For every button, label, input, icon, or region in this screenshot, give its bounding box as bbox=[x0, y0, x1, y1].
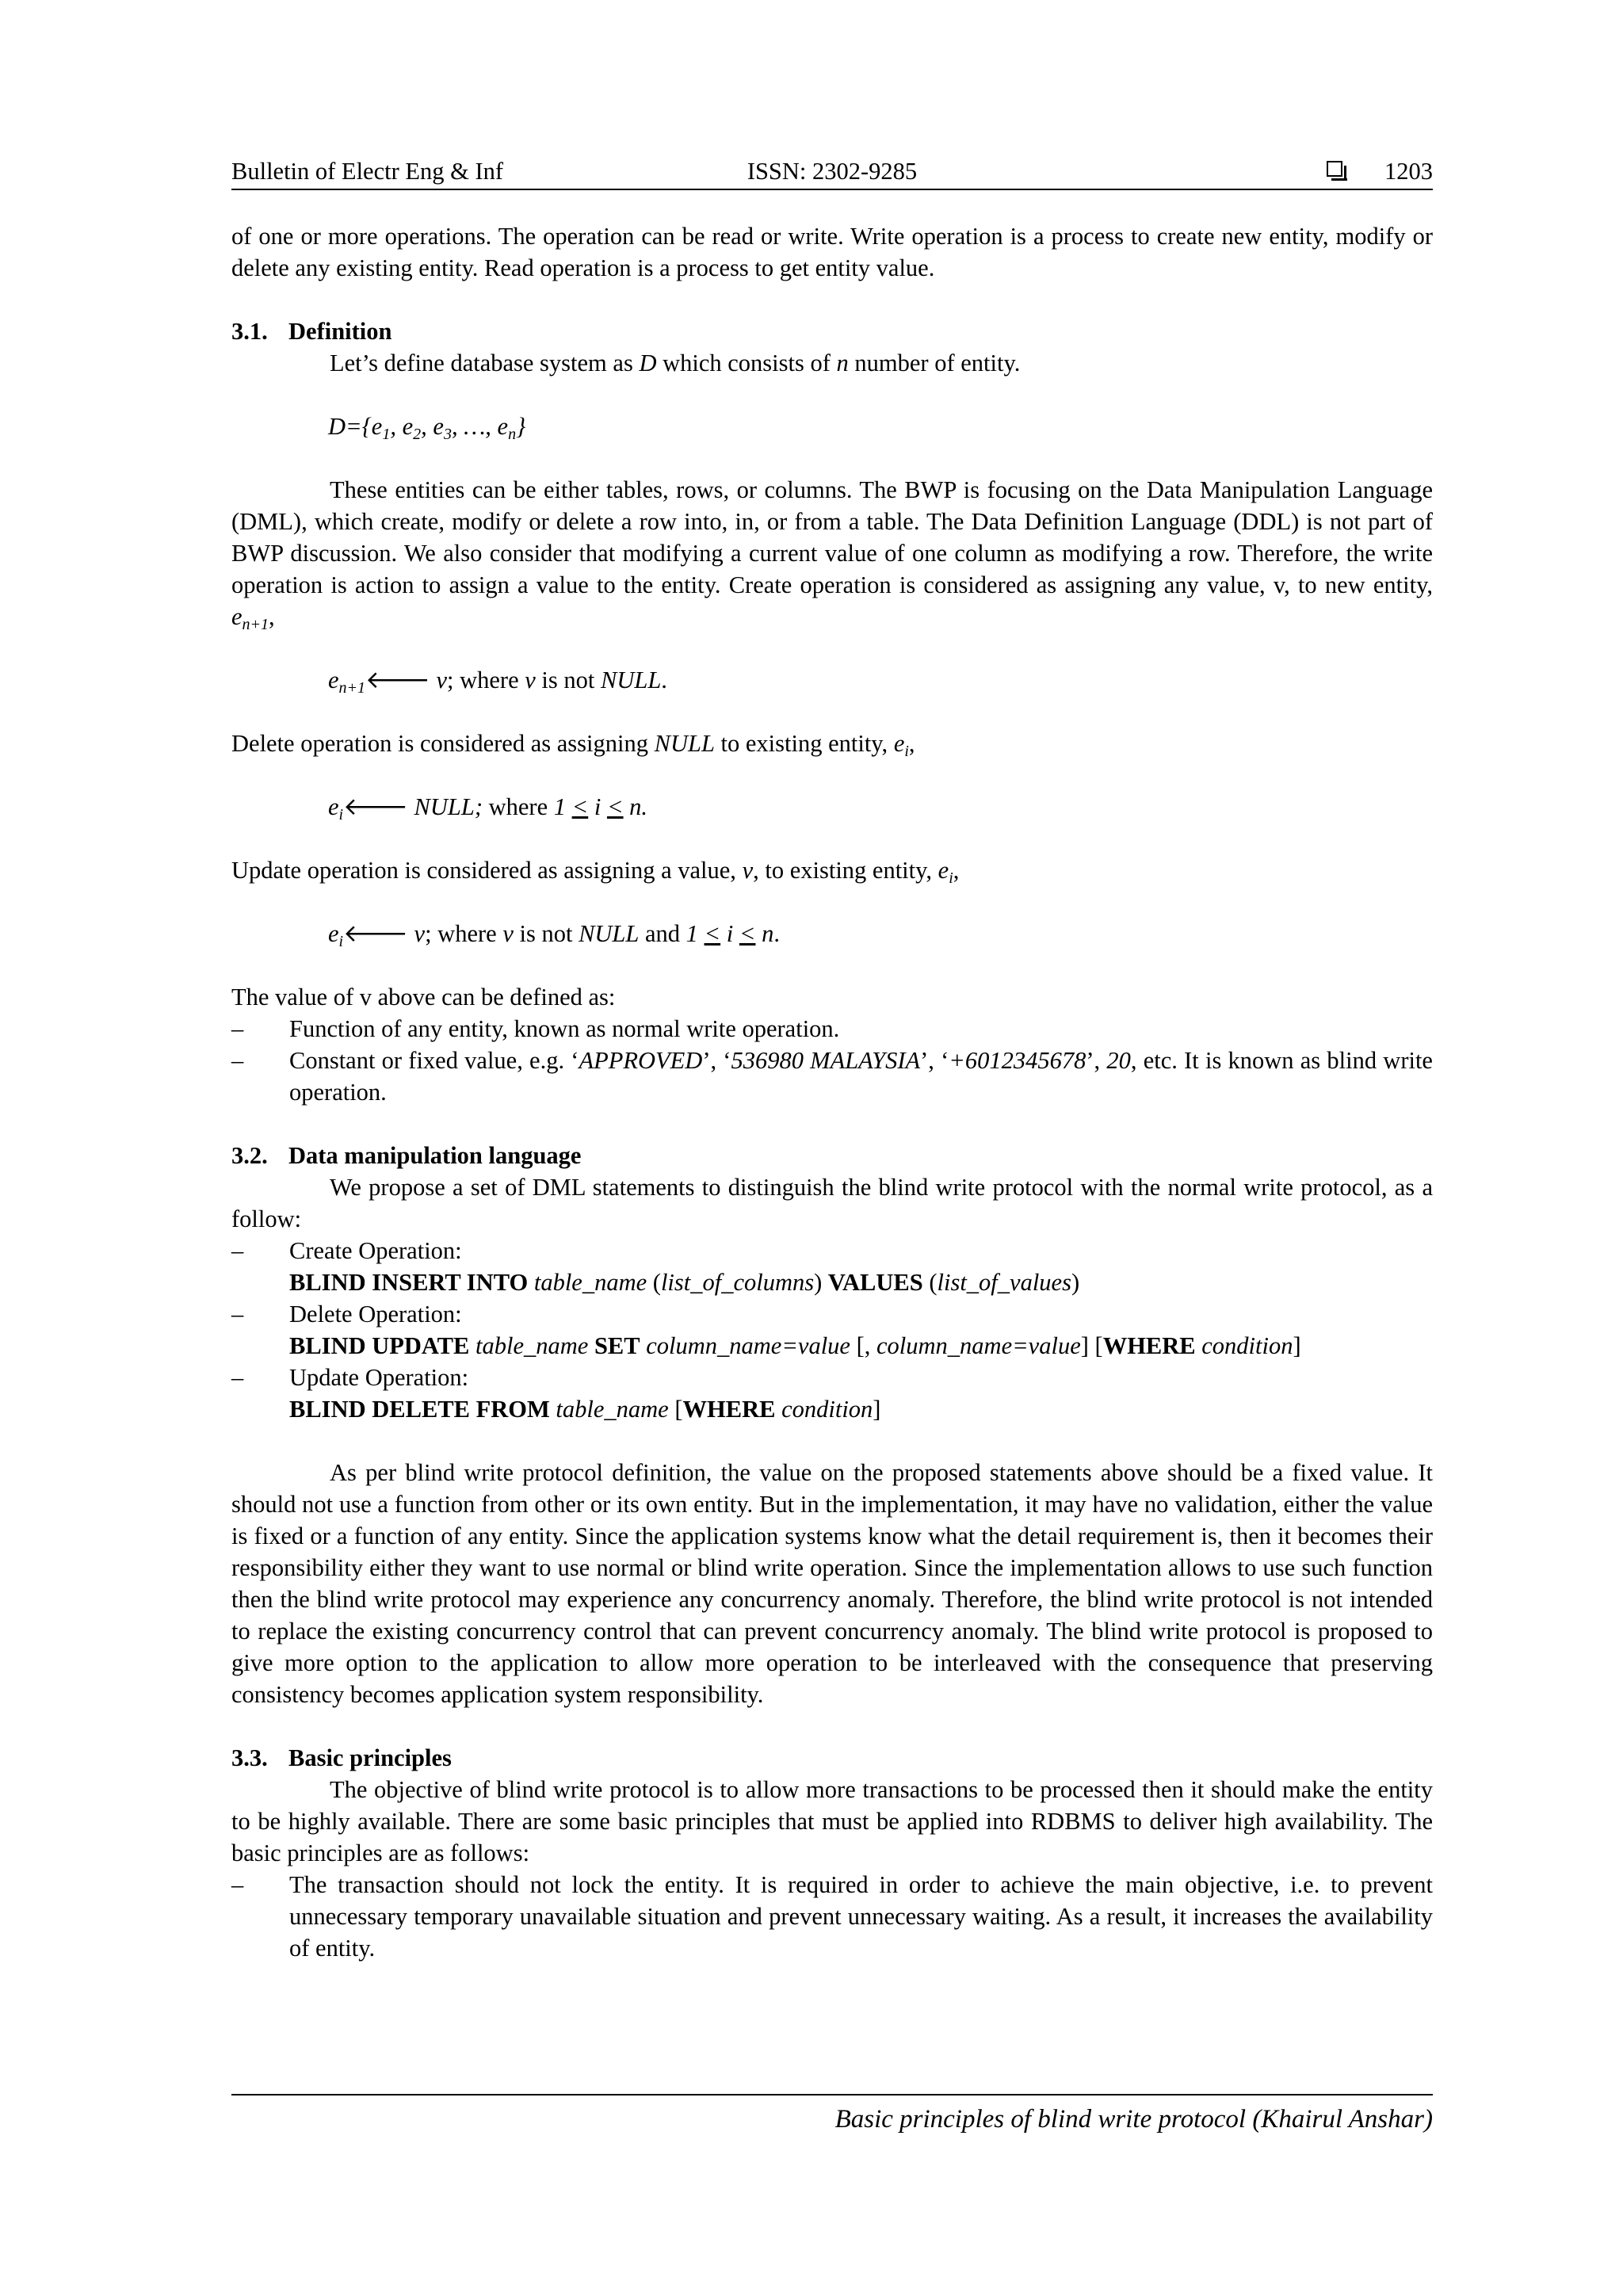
dml-discussion-paragraph: As per blind write protocol definition, the value on the proposed statements above should be a fixed value. It should not use a function from other or its own entity. But in the implementation, it may have no validation, either the value is fixed or a function of any entity. Since the application systems know what the detail requirement is, then it becomes their responsibility either they want to use normal or blind write operation. Since the implementation allows to use such function then the blind write protocol may experience any concurrency anomaly. Therefore, the blind write protocol is not intended to replace the existing concurrency control that can prevent concurrency anomaly. The blind write protocol is proposed to give more option to the application to allow more operation to be interleaved with the consequence that preserving consistency becomes application system responsibility. bbox=[231, 1459, 1433, 1708]
section-number: 3.2. bbox=[231, 1142, 268, 1169]
section-number: 3.3. bbox=[231, 1744, 268, 1771]
left-arrow-icon: 🡐 bbox=[343, 920, 408, 947]
footer-rule bbox=[231, 2094, 1433, 2095]
section-title: Definition bbox=[288, 318, 392, 345]
list-item: – Constant or fixed value, e.g. ‘APPROVED’, ‘536980 MALAYSIA’, ‘+6012345678’, 20, etc. It is known as blind write operation. bbox=[231, 1045, 1433, 1108]
running-footer: Basic principles of blind write protocol (Khairul Anshar) bbox=[834, 2105, 1433, 2134]
page-number: 1203 bbox=[1384, 158, 1433, 185]
definition-paragraph: Let’s define database system as D which consists of n number of entity. bbox=[330, 350, 1021, 376]
list-item: – Delete Operation: BLIND UPDATE table_name SET column_name=value [, column_name=value] [WHERE condition] bbox=[231, 1298, 1433, 1362]
update-statement: BLIND DELETE FROM table_name [WHERE condition] bbox=[289, 1396, 881, 1423]
principles-intro-paragraph: The objective of blind write protocol is to allow more transactions to be processed then it should make the entity to be highly available. There are some basic principles that must be applied into RDBMS to deliver high availability. The basic principles are as follows: bbox=[231, 1776, 1433, 1866]
dml-intro-paragraph: We propose a set of DML statements to distinguish the blind write protocol with the normal write protocol, as a follow: bbox=[231, 1174, 1433, 1232]
section-heading-3-1 bbox=[231, 315, 1433, 347]
issn: ISSN: 2302-9285 bbox=[747, 158, 918, 185]
update-formula: $e_i🡐$ v; where v is not NULL and 1 < i < n. bbox=[328, 920, 780, 950]
list-item: – Create Operation: BLIND INSERT INTO table_name (list_of_columns) VALUES (list_of_values) bbox=[231, 1235, 1433, 1298]
value-definition-paragraph: The value of v above can be defined as: bbox=[231, 984, 616, 1010]
intro-paragraph: of one or more operations. The operation can be read or write. Write operation is a process to create new entity, modify or delete any existing entity. Read operation is a process to get entity value. bbox=[231, 223, 1433, 281]
database-set-formula: $D=\{e_1$, $e_2$, $e_3$, …, $e_n$} bbox=[328, 413, 526, 443]
dash-bullet: – bbox=[231, 1047, 244, 1074]
left-arrow-icon: 🡐 bbox=[365, 667, 430, 693]
update-paragraph: Update operation is considered as assigning a value, v, to existing entity, $e_i$, bbox=[231, 857, 960, 887]
list-item: – Function of any entity, known as normal write operation. bbox=[231, 1013, 1433, 1045]
header-rule bbox=[231, 189, 1433, 190]
entities-paragraph: These entities can be either tables, rows, or columns. The BWP is focusing on the Data Manipulation Language (DML), which create, modify or delete a row into, in, or from a table. The Data Definition Language (DDL) is not part of BWP discussion. We also consider that modifying a current value of one column as modifying a row. Therefore, the write operation is action to assign a value to the entity. Create operation is considered as assigning any value, v, to new entity, $e_{n+1}$, bbox=[231, 476, 1433, 633]
box-bullet-icon bbox=[1327, 161, 1342, 177]
journal-name: Bulletin of Electr Eng & Inf bbox=[231, 158, 504, 185]
dash-bullet: – bbox=[231, 1237, 244, 1264]
running-header bbox=[231, 154, 1433, 189]
section-heading-3-2 bbox=[231, 1140, 1433, 1171]
left-arrow-icon: 🡐 bbox=[343, 793, 408, 820]
create-statement: BLIND INSERT INTO table_name (list_of_columns) VALUES (list_of_values) bbox=[289, 1269, 1080, 1296]
dash-bullet: – bbox=[231, 1871, 244, 1898]
delete-paragraph: Delete operation is considered as assigning NULL to existing entity, $e_i$, bbox=[231, 730, 915, 760]
list-item: – Update Operation: BLIND DELETE FROM table_name [WHERE condition] bbox=[231, 1362, 1433, 1425]
section-title: Basic principles bbox=[288, 1744, 452, 1771]
dash-bullet: – bbox=[231, 1364, 244, 1391]
list-item: – The transaction should not lock the entity. It is required in order to achieve the main objective, i.e. to prevent unnecessary temporary unavailable situation and prevent unnecessary waiting. As a result, it increases the availability of entity. bbox=[231, 1869, 1433, 1964]
create-formula: $e_{n+1}🡐$ v; where v is not NULL. bbox=[328, 667, 667, 697]
delete-statement: BLIND UPDATE table_name SET column_name=value [, column_name=value] [WHERE condition] bbox=[289, 1332, 1301, 1359]
section-number: 3.1. bbox=[231, 318, 268, 345]
delete-formula: $e_i🡐$ NULL; where 1 < i < n. bbox=[328, 793, 648, 823]
dash-bullet: – bbox=[231, 1015, 244, 1042]
section-heading-3-3 bbox=[231, 1742, 1433, 1774]
dash-bullet: – bbox=[231, 1301, 244, 1328]
section-title: Data manipulation language bbox=[288, 1142, 582, 1169]
paper-body bbox=[231, 220, 1433, 1964]
